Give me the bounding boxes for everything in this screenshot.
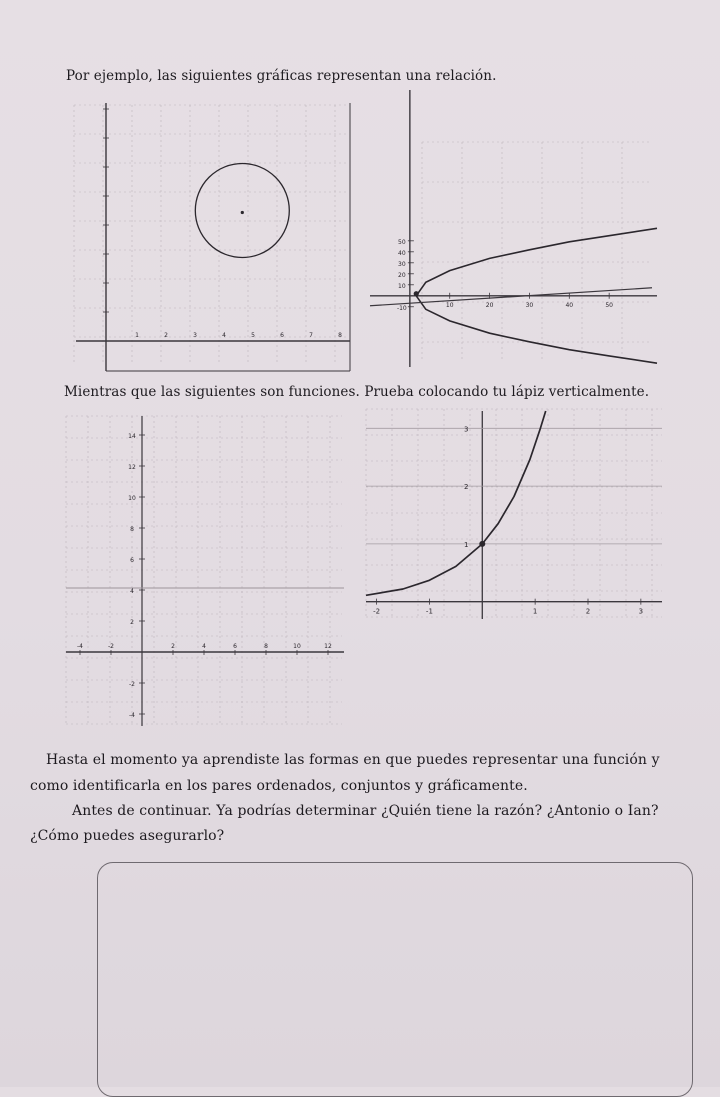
x-tick-label: 40 xyxy=(565,301,574,309)
x-tick-label: 10 xyxy=(293,643,301,650)
x-tick-label: 1 xyxy=(135,332,139,339)
y-tick-label: 1 xyxy=(464,540,469,549)
y-tick-label: 14 xyxy=(128,433,136,440)
vertex-point xyxy=(414,291,419,296)
x-tick-label: 6 xyxy=(233,643,237,650)
y-tick-label: 6 xyxy=(130,557,134,564)
x-tick-label: 2 xyxy=(585,607,591,616)
x-tick-label: 30 xyxy=(525,301,534,309)
y-tick-label: 2 xyxy=(464,483,469,492)
x-tick-label: 5 xyxy=(251,332,255,339)
y-tick-label: 8 xyxy=(130,526,134,533)
paragraph-2-line-2: ¿Cómo puedes asegurarlo? xyxy=(30,828,225,844)
intro-relation-text: Por ejemplo, las siguientes gráficas representan una relación. xyxy=(66,68,497,84)
circle-curve xyxy=(195,164,289,258)
y-tick-label: 10 xyxy=(398,282,406,290)
intro-function-text: Mientras que las siguientes son funciones. Prueba colocando tu lápiz verticalmente. xyxy=(64,384,650,400)
x-tick-label: -2 xyxy=(108,643,114,650)
y-tick-label: 20 xyxy=(398,271,406,279)
x-tick-label: 8 xyxy=(338,332,342,339)
x-tick-label: 2 xyxy=(171,643,175,650)
y-tick-label: 30 xyxy=(398,260,406,268)
x-tick-label: -4 xyxy=(77,643,83,650)
y-tick-label: 3 xyxy=(464,425,469,434)
answer-box[interactable] xyxy=(97,862,693,1097)
y-tick-label: 10 xyxy=(128,495,136,502)
y-tick-label: 50 xyxy=(398,238,406,246)
x-tick-label: -2 xyxy=(373,607,381,616)
y-tick-label: 40 xyxy=(398,249,406,257)
x-tick-label: 6 xyxy=(280,332,284,339)
x-tick-label: 4 xyxy=(202,643,206,650)
paragraph-1-line-2: como identificarla en los pares ordenados, conjuntos y gráficamente. xyxy=(30,778,528,794)
function-grid-graph xyxy=(62,412,348,730)
y-tick-label: 12 xyxy=(128,464,136,471)
exponential-function-graph xyxy=(362,405,667,627)
x-tick-label: 3 xyxy=(638,607,644,616)
circle-relation-graph xyxy=(66,95,356,375)
x-tick-label: 12 xyxy=(324,643,332,650)
sideways-parabola-graph xyxy=(362,82,662,372)
x-tick-label: 4 xyxy=(222,332,226,339)
y-tick-label: 2 xyxy=(130,619,134,626)
y-tick-label: -4 xyxy=(129,712,135,719)
x-tick-label: 3 xyxy=(193,332,197,339)
center-point xyxy=(241,211,244,214)
x-tick-label: 2 xyxy=(164,332,168,339)
x-tick-label: 7 xyxy=(309,332,313,339)
x-tick-label: -1 xyxy=(425,607,433,616)
y-tick-label: -2 xyxy=(129,681,135,688)
x-tick-label: 50 xyxy=(605,301,613,309)
y-tick-label: 4 xyxy=(130,588,134,595)
x-tick-label: 1 xyxy=(532,607,538,616)
x-tick-label: 10 xyxy=(445,301,454,309)
exponential-curve xyxy=(366,411,546,595)
y-tick-label: -10 xyxy=(396,304,407,312)
paragraph-2-line-1: Antes de continuar. Ya podrías determinar ¿Quién tiene la razón? ¿Antonio o Ian? xyxy=(72,803,659,819)
x-tick-label: 8 xyxy=(264,643,268,650)
paragraph-1-line-1: Hasta el momento ya aprendiste las formas en que puedes representar una función y xyxy=(46,752,660,768)
x-tick-label: 20 xyxy=(485,301,494,309)
intercept-point xyxy=(479,541,485,547)
